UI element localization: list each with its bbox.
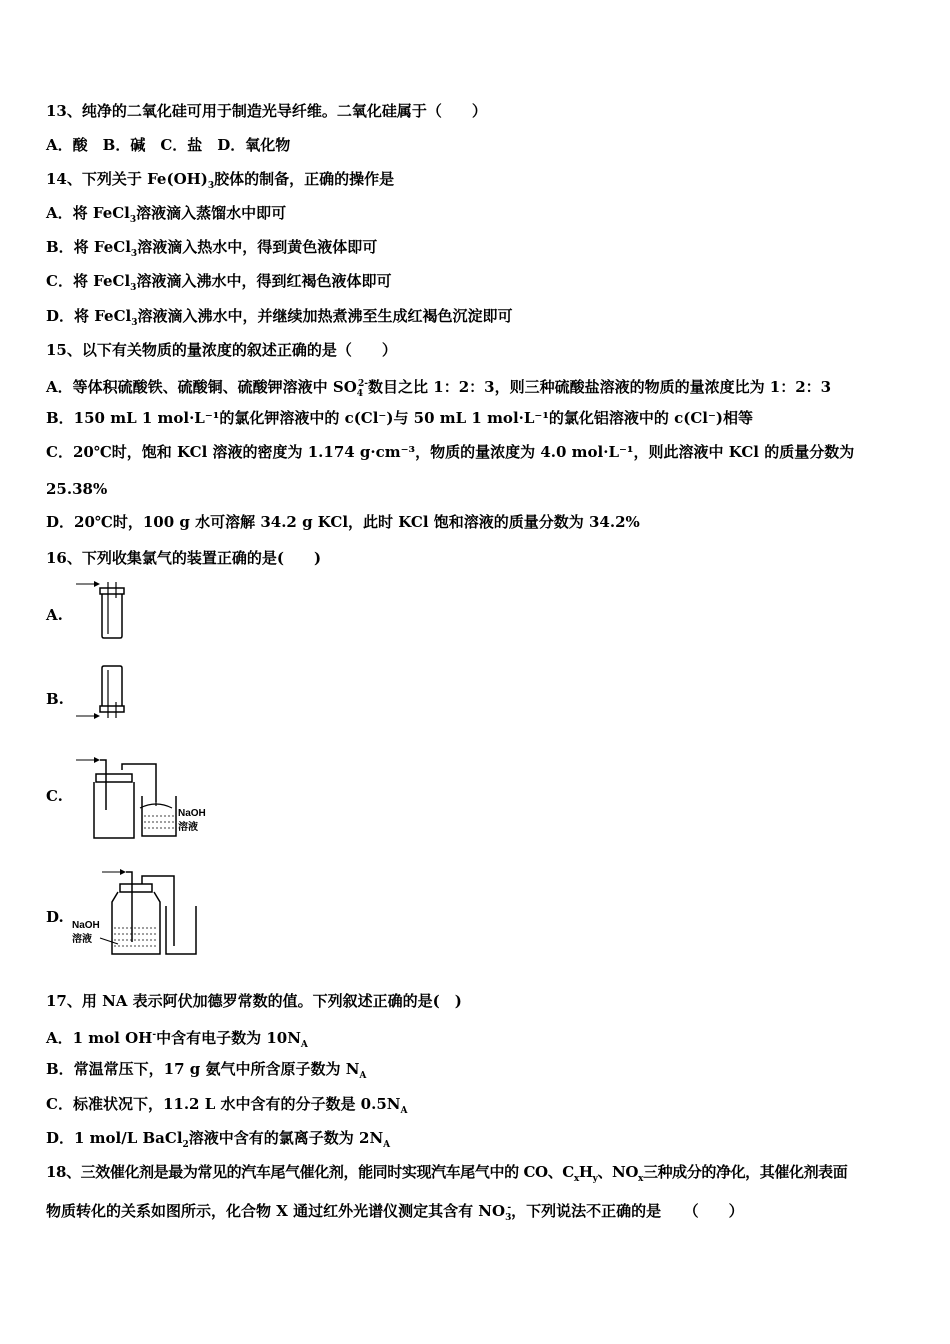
q14-option-c: C．将 FeCl$_3$溶液滴入沸水中，得到红褐色液体即可 [46, 272, 392, 293]
q17-option-d: D．1 mol/L BaCl$_2$溶液中含有的氯离子数为 $2N_A$ [46, 1129, 391, 1150]
q16-stem: 16、下列收集氯气的装置正确的是( ) [46, 549, 322, 567]
q14-stem: 14、下列关于 $Fe(OH)_3$胶体的制备，正确的操作是 [46, 170, 395, 191]
q17-option-c: C．标准状况下，11.2 L 水中含有的分子数是 $0.5N_A$ [46, 1095, 408, 1116]
q16-option-b-label: B. [46, 690, 64, 708]
apparatus-d-figure [72, 866, 212, 960]
q15-option-c-line1: C．20℃时，饱和 KCl 溶液的密度为 1.174 g·cm⁻³，物质的量浓度为 4.0 mol·L⁻¹，则此溶液中 KCl 的质量分数为 [46, 443, 855, 461]
apparatus-c-figure [74, 750, 219, 844]
apparatus-a-figure [74, 578, 134, 640]
q17-stem: 17、用 NA 表示阿伏加德罗常数的值。下列叙述正确的是( ) [46, 992, 462, 1010]
q16-option-a-label: A. [46, 606, 63, 624]
q14-option-b: B．将 FeCl$_3$溶液滴入热水中，得到黄色液体即可 [46, 238, 378, 259]
naoh-label-d: NaOH [72, 920, 100, 931]
q13-options: A．酸 B．碱 C．盐 D．氧化物 [46, 136, 291, 154]
q18-line2: 物质转化的关系如图所示，化合物 X 通过红外光谱仪测定其含有 $NO_3^-$，下列说法不正确的是 （ ） [46, 1202, 744, 1223]
solution-label-c: 溶液 [178, 822, 198, 833]
q15-option-b: B．150 mL 1 mol·L⁻¹的氯化钾溶液中的 c(Cl⁻)与 50 mL 1 mol·L⁻¹的氯化铝溶液中的 c(Cl⁻)相等 [46, 409, 754, 427]
q14-option-d: D．将 FeCl$_3$溶液滴入沸水中，并继续加热煮沸至生成红褐色沉淀即可 [46, 307, 513, 328]
solution-label-d: 溶液 [72, 934, 92, 945]
naoh-label-c: NaOH [178, 808, 206, 819]
q15-option-d: D．20℃时，100 g 水可溶解 34.2 g KCl，此时 KCl 饱和溶液的质量分数为 34.2% [46, 513, 640, 531]
q18-line1: 18、三效催化剂是最为常见的汽车尾气催化剂，能同时实现汽车尾气中的 CO、$C_xH_y$、$NO_x$三种成分的净化，其催化剂表面 [46, 1163, 848, 1184]
q16-option-d-label: D. [46, 908, 64, 926]
q15-option-c-line2: 25.38% [46, 480, 108, 498]
q14-option-a: A．将 FeCl$_3$溶液滴入蒸馏水中即可 [46, 204, 287, 225]
q15-option-a: A．等体积硫酸铁、硫酸铜、硫酸钾溶液中 $SO_4^{2-}$数目之比 1：2：3，则三种硫酸盐溶液的物质的量浓度比为 1：2：3 [46, 378, 832, 399]
q17-option-a: A．1 mol OH-中含有电子数为 $10N_A$ [46, 1029, 308, 1050]
q17-option-b: B．常温常压下，17 g 氨气中所含原子数为 $N_A$ [46, 1060, 367, 1081]
apparatus-b-figure [74, 662, 134, 722]
q16-option-c-label: C. [46, 787, 63, 805]
q15-stem: 15、以下有关物质的量浓度的叙述正确的是（ ） [46, 341, 397, 359]
q13-stem: 13、纯净的二氧化硅可用于制造光导纤维。二氧化硅属于（ ） [46, 102, 487, 120]
